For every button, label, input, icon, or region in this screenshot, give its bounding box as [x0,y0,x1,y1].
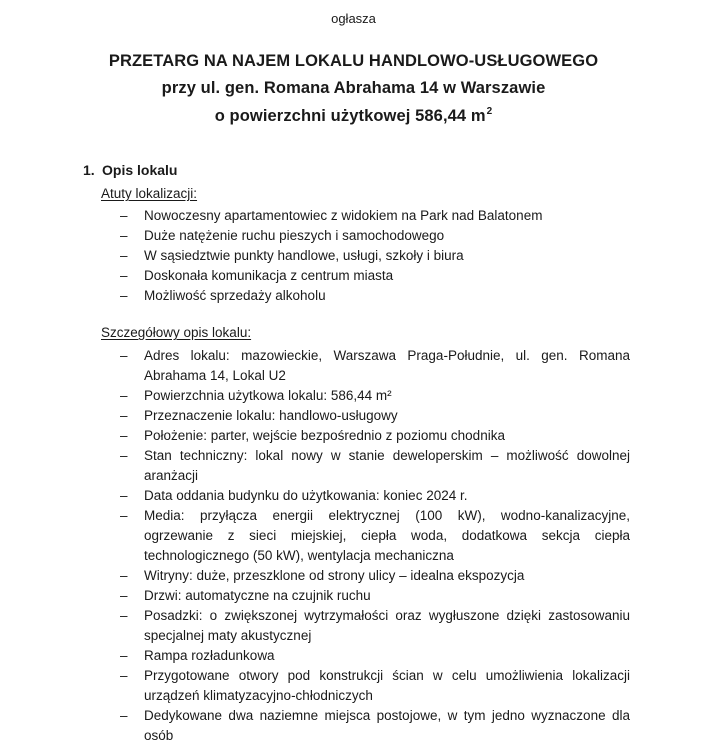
list-item: – Przeznaczenie lokalu: handlowo-usługowy [120,406,630,426]
list-item: – Posadzki: o zwiększonej wytrzymałości oraz wygłuszone dzięki zastosowaniu specjalnej maty akustycznej [120,606,630,646]
detailed-description-list [120,346,630,746]
detailed-description-heading: Szczegółowy opis lokalu: [101,325,252,340]
section-heading [83,162,177,178]
list-item: – Rampa rozładunkowa [120,646,630,666]
list-item: – Witryny: duże, przeszklone od strony ulicy – idealna ekspozycja [120,566,630,586]
area-unit-superscript: 2 [486,106,493,117]
list-item: – Stan techniczny: lokal nowy w stanie deweloperskim – możliwość dowolnej aranżacji [120,446,630,486]
list-item: – Media: przyłącza energii elektrycznej (100 kW), wodno-kanalizacyjne, ogrzewanie z sieci miejskiej, ciepła woda, dodatkowa sekcja ciepła technologicznego (50 kW), wentylacja mechaniczna [120,506,630,566]
list-item: – Możliwość sprzedaży alkoholu [120,286,630,306]
list-item: – Dedykowane dwa naziemne miejsca postojowe, w tym jedno wyznaczone dla osób [120,706,630,746]
list-item: – Położenie: parter, wejście bezpośrednio z poziomu chodnika [120,426,630,446]
list-item: – Data oddania budynku do użytkowania: koniec 2024 r. [120,486,630,506]
section-number: 1. [83,162,95,178]
list-item: – W sąsiedztwie punkty handlowe, usługi, szkoły i biura [120,246,630,266]
list-item: – Drzwi: automatyczne na czujnik ruchu [120,586,630,606]
list-item: – Doskonała komunikacja z centrum miasta [120,266,630,286]
list-item: – Przygotowane otwory pod konstrukcji ścian w celu umożliwienia lokalizacji urządzeń klimatyzacyjno-chłodniczych [120,666,630,706]
list-item: – Adres lokalu: mazowieckie, Warszawa Praga-Południe, ul. gen. Romana Abrahama 14, Lokal U2 [120,346,630,386]
location-advantages-list [120,206,630,306]
tender-area: o powierzchni użytkowej 586,44 $m^2$ [214,106,493,125]
list-item: – Powierzchnia użytkowa lokalu: 586,44 m² [120,386,630,406]
tender-title: PRZETARG NA NAJEM LOKALU HANDLOWO-USŁUGOWEGO [108,52,599,70]
section-title: Opis lokalu [102,162,178,178]
list-item: – Duże natężenie ruchu pieszych i samochodowego [120,226,630,246]
tender-address: przy ul. gen. Romana Abrahama 14 w Warszawie [161,79,546,97]
location-advantages-heading: Atuty lokalizacji: [101,186,198,201]
announces-text: ogłasza [331,11,376,26]
list-item: – Nowoczesny apartamentowiec z widokiem na Park nad Balatonem [120,206,630,226]
